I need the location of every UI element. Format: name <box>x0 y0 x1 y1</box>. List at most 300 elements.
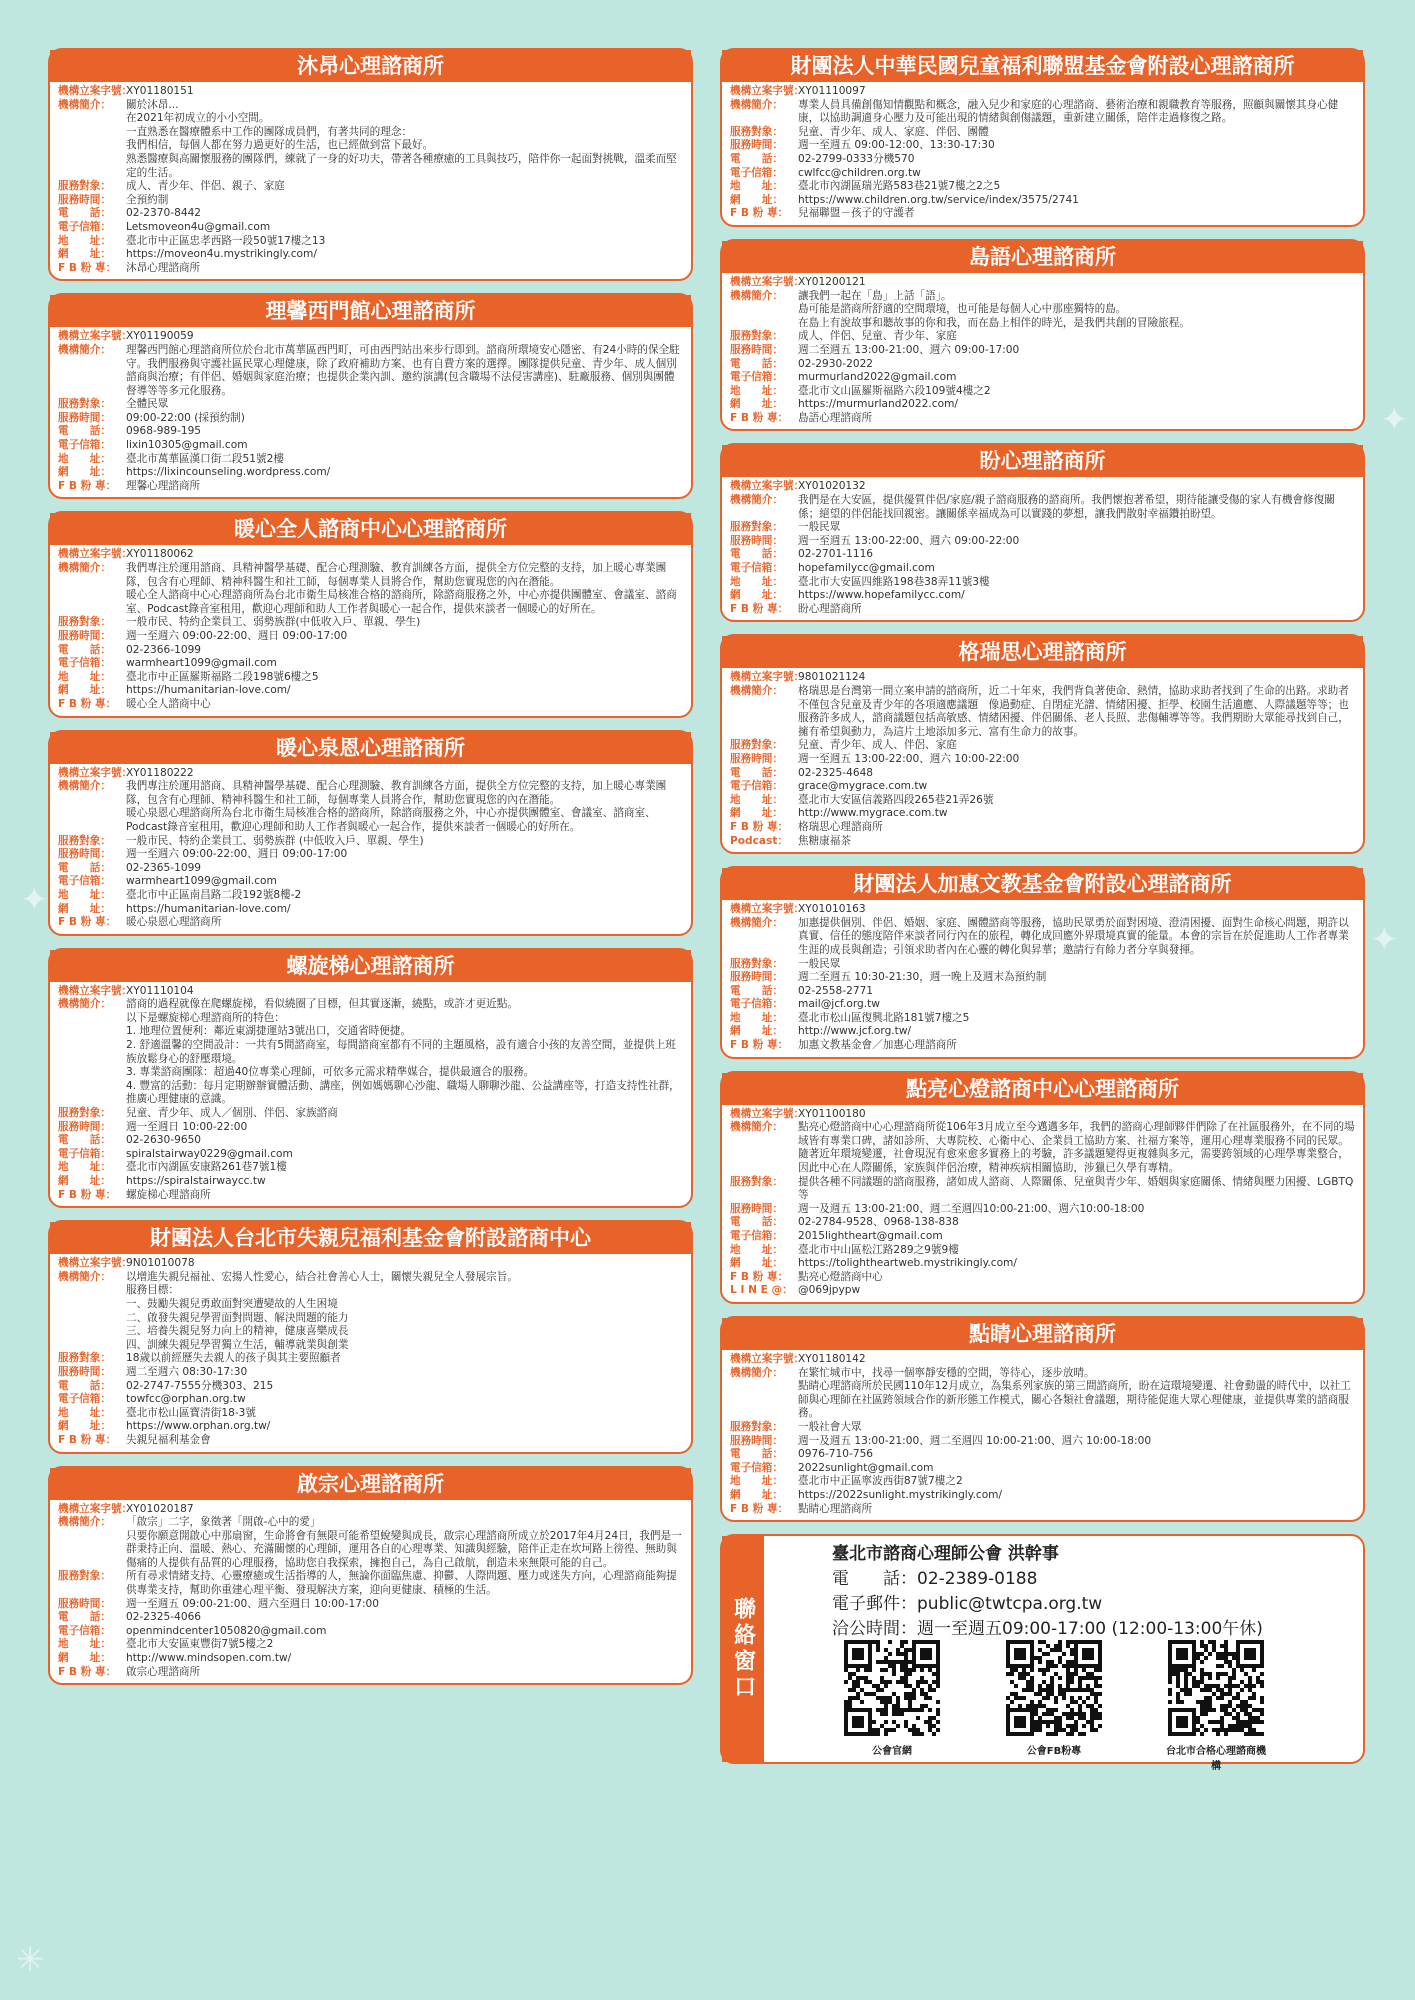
detail-row <box>58 1625 683 1639</box>
detail-value: 臺北市松山區寶清街18-3號 <box>126 1406 256 1419</box>
detail-link[interactable]: grace@mygrace.com.tw <box>798 780 928 793</box>
detail-label: L I N E @： <box>730 1284 793 1297</box>
detail-row <box>58 657 683 671</box>
detail-row <box>730 480 1355 494</box>
detail-value: 全預約制 <box>126 193 169 206</box>
detail-row <box>58 889 683 903</box>
detail-value: 加惠文教基金會／加惠心理諮商所 <box>798 1039 957 1052</box>
detail-row <box>730 276 1355 290</box>
detail-value: 兒童、青少年、成人、家庭、伴侶、團體 <box>798 125 989 138</box>
detail-label: 服務對象： <box>58 1107 111 1120</box>
detail-label: F B 粉 專： <box>58 697 117 710</box>
detail-link[interactable]: hopefamilycc@gmail.com <box>798 562 935 575</box>
detail-label: 機構立案字號： <box>58 984 133 997</box>
detail-link[interactable]: https://humanitarian-love.com/ <box>126 902 291 915</box>
detail-value: 以增進失親兒福祉、宏揚人性愛心，結合社會善心人士，關懷失親兒全人發展宗旨。 服務目標： 一、鼓勵失親兒勇敢面對突遭變故的人生困境 二、啟發失親兒學習面對問題、解決問題的能力 三、培養失親兒努力向上的精神，健康喜樂成長 四、訓練失親兒學習獨立生活，輔導就業與創業 <box>126 1270 518 1351</box>
detail-row <box>58 99 683 181</box>
detail-label: 電 話： <box>730 1216 783 1229</box>
clinic-card <box>720 634 1365 854</box>
detail-label: 電 話： <box>58 861 111 874</box>
contact-side-label: 聯絡窗口 <box>722 1536 764 1762</box>
detail-row <box>730 1230 1355 1244</box>
detail-value: 02-2701-1116 <box>798 548 874 561</box>
detail-label: 服務時間： <box>730 343 783 356</box>
detail-value: 臺北市大安區信義路四段265巷21弄26號 <box>798 793 994 806</box>
detail-label: F B 粉 專： <box>730 1039 789 1052</box>
detail-label: 地 址： <box>730 1011 783 1024</box>
detail-row <box>730 1503 1355 1517</box>
detail-row <box>730 1039 1355 1053</box>
detail-value: 臺北市中正區羅斯福路二段198號6樓之5 <box>126 670 319 683</box>
detail-label: 機構立案字號： <box>58 766 133 779</box>
detail-value: XY01180222 <box>126 766 194 779</box>
detail-value: 02-2558-2771 <box>798 984 874 997</box>
detail-label: 服務對象： <box>730 330 783 343</box>
detail-value: 成人、青少年、伴侶、親子、家庭 <box>126 180 285 193</box>
detail-value: 我們專注於運用諮商、具精神醫學基礎、配合心理測驗、教育訓練各方面，提供全方位完整的支持，加上暖心專業團隊，包含有心理師、精神科醫生和社工師，每個專業人員將合作，幫助您實現您的內在潛能。 暖心全人諮商中心心理諮商所為台北市衛生局核准合格的諮商所，除諮商服務之外，中心亦提供團體室、會議室、諮商室、Podcast錄音室租用，歡迎心理師和助人工作者與暖心一起合作，提供來談者一個暖心的好所在。 <box>126 562 677 615</box>
detail-value: 9N01010078 <box>126 1257 195 1270</box>
detail-label: 機構立案字號： <box>58 1257 133 1270</box>
clinic-details <box>722 900 1363 1057</box>
detail-value: 02-2325-4648 <box>798 766 874 779</box>
detail-row <box>58 1271 683 1353</box>
detail-label: 網 址： <box>58 466 111 479</box>
clinic-details <box>722 1350 1363 1520</box>
detail-label: F B 粉 專： <box>730 207 789 220</box>
detail-row <box>730 998 1355 1012</box>
detail-label: 電子信箱： <box>730 166 783 179</box>
detail-label: 機構簡介： <box>58 998 111 1011</box>
detail-row <box>58 453 683 467</box>
detail-value: 提供各種不同議題的諮商服務，諸如成人諮商、人際關係、兒童與青少年、婚姻與家庭關係、情緒與壓力困擾、LGBTQ等 <box>798 1175 1354 1202</box>
detail-label: 機構簡介： <box>730 1121 783 1134</box>
detail-link[interactable]: https://www.children.org.tw/service/index/3575/2741 <box>798 193 1079 206</box>
detail-row <box>730 358 1355 372</box>
clinic-details <box>50 82 691 279</box>
detail-label: 電子信箱： <box>730 1461 783 1474</box>
detail-label: 電 話： <box>58 1611 111 1624</box>
detail-value: 週一至週五 09:00-12:00、13:30-17:30 <box>798 139 995 152</box>
clinic-title: 格瑞思心理諮商所 <box>722 636 1363 668</box>
detail-label: 電 話： <box>58 207 111 220</box>
detail-label: 網 址： <box>58 248 111 261</box>
detail-row <box>730 562 1355 576</box>
detail-row <box>58 684 683 698</box>
detail-row <box>58 1134 683 1148</box>
detail-row <box>58 903 683 917</box>
clinic-details <box>50 1500 691 1684</box>
detail-link[interactable]: mail@jcf.org.tw <box>798 998 880 1011</box>
detail-row <box>730 985 1355 999</box>
detail-label: 服務時間： <box>58 411 111 424</box>
detail-label: F B 粉 專： <box>58 479 117 492</box>
detail-label: 地 址： <box>730 1243 783 1256</box>
qr-label: 公會FB粉專 <box>1026 1746 1082 1758</box>
star-decoration-icon: ✦ <box>20 880 49 920</box>
detail-value: 「啟宗」二字，象徵著「開啟-心中的愛」 只要你願意開啟心中那扇窗，生命將會有無限可能希望蛻變與成長，啟宗心理諮商所成立於2017年4月24日，我們是一群秉持正向、溫暖、熱心、充滿關懷的心理師，運用各自的心理專業、知識與經驗，陪伴正走在坎坷路上徬徨、無助與傷痛的人提供有品質的心理服務，協助您自我探索，擁抱自己，為自己啟航，創造未來無限可能的自己。 <box>126 1516 682 1569</box>
detail-label: 網 址： <box>730 807 783 820</box>
detail-row <box>730 739 1355 753</box>
clinic-details <box>722 477 1363 620</box>
detail-value: 關於沐昂... 在2021年初成立的小小空間。 一直熟悉在醫療體系中工作的團隊成員們，有著共同的理念： 我們相信，每個人都在努力過更好的生活，也已經做到當下最好。 熟悉醫療與高關懷服務的團隊們，練就了一身的好功夫，帶著各種療癒的工具與技巧，陪伴你一起面對挑戰，溫柔而堅定的生活。 <box>126 98 677 179</box>
detail-row <box>730 1489 1355 1503</box>
detail-row <box>58 221 683 235</box>
detail-label: 網 址： <box>730 589 783 602</box>
clinic-details <box>722 1105 1363 1302</box>
detail-value: 理馨心理諮商所 <box>126 479 201 492</box>
detail-value: 週二至週五 10:30-21:30，週一晚上及週末為預約制 <box>798 971 1047 984</box>
detail-row <box>58 180 683 194</box>
clinic-details <box>50 545 691 715</box>
detail-label: 服務時間： <box>730 1202 783 1215</box>
detail-label: 機構立案字號： <box>58 1502 133 1515</box>
star-decoration-icon: ✳ <box>16 1940 45 1980</box>
clinic-card <box>720 1071 1365 1304</box>
detail-label: 機構簡介： <box>730 289 783 302</box>
qr-official-site[interactable] <box>842 1640 942 1772</box>
detail-value: 週二至週六 08:30-17:30 <box>126 1365 248 1378</box>
detail-label: 網 址： <box>730 1257 783 1270</box>
detail-link[interactable]: https://2022sunlight.mystrikingly.com/ <box>798 1488 1003 1501</box>
detail-row <box>730 685 1355 739</box>
detail-label: F B 粉 專： <box>58 1433 117 1446</box>
detail-label: 機構簡介： <box>58 1270 111 1283</box>
detail-row <box>730 180 1355 194</box>
detail-label: 地 址： <box>58 234 111 247</box>
detail-link[interactable]: https://www.hopefamilycc.com/ <box>798 589 965 602</box>
detail-value: XY01110097 <box>798 85 866 97</box>
detail-row <box>58 848 683 862</box>
detail-row <box>58 875 683 889</box>
detail-value: XY01180062 <box>126 548 194 561</box>
clinic-card <box>48 730 693 936</box>
detail-label: 電子信箱： <box>730 371 783 384</box>
detail-label: 服務對象： <box>58 1352 111 1365</box>
detail-row <box>730 780 1355 794</box>
detail-label: 電 話： <box>730 548 783 561</box>
detail-link[interactable]: Letsmoveon4u@gmail.com <box>126 220 271 233</box>
detail-value: 18歲以前經歷失去親人的孩子與其主要照顧者 <box>126 1352 341 1365</box>
detail-value: 全體民眾 <box>126 398 169 411</box>
detail-label: 電 話： <box>730 766 783 779</box>
detail-label: 電子信箱： <box>730 562 783 575</box>
detail-value: 週一至週五 13:00-22:00、週六 10:00-22:00 <box>798 752 1020 765</box>
detail-row <box>58 1148 683 1162</box>
detail-link[interactable]: https://lixincounseling.wordpress.com/ <box>126 466 331 479</box>
detail-value: 02-2930-2022 <box>798 357 874 370</box>
qr-code-row <box>842 1640 1266 1772</box>
detail-label: 地 址： <box>58 1161 111 1174</box>
detail-value: 臺北市松山區復興北路181號7樓之5 <box>798 1011 970 1024</box>
detail-row <box>730 767 1355 781</box>
detail-value: 我們專注於運用諮商、具精神醫學基礎、配合心理測驗、教育訓練各方面，提供全方位完整的支持，加上暖心專業團隊，包含有心理師、精神科醫生和社工師，每個專業人員將合作，幫助您實現您的內在潛能。 暖心泉恩心理諮商所為台北市衛生局核准合格的諮商所，除諮商服務之外，中心亦提供團體室、會議室、諮商室、Podcast錄音室租用，歡迎心理師和助人工作者與暖心一起合作，提供來談者一個暖心的好所在。 <box>126 780 667 833</box>
detail-value: 02-2365-1099 <box>126 861 202 874</box>
detail-label: 機構立案字號： <box>730 85 805 97</box>
qr-fb-page[interactable] <box>1004 1640 1104 1772</box>
detail-value: 02-2366-1099 <box>126 643 202 656</box>
detail-label: 服務對象： <box>730 957 783 970</box>
detail-row <box>730 1271 1355 1285</box>
detail-row <box>58 344 683 398</box>
detail-label: 地 址： <box>58 1406 111 1419</box>
detail-label: 電 話： <box>58 1134 111 1147</box>
detail-label: 電子信箱： <box>58 1624 111 1637</box>
detail-row <box>730 194 1355 208</box>
detail-label: 網 址： <box>730 398 783 411</box>
detail-value: 啟宗心理諮商所 <box>126 1665 201 1678</box>
detail-label: 地 址： <box>58 888 111 901</box>
detail-row <box>58 1434 683 1448</box>
detail-row <box>730 903 1355 917</box>
detail-link[interactable]: https://murmurland2022.com/ <box>798 398 958 411</box>
contact-phone: 電 話：02-2389-0188 <box>832 1569 1038 1590</box>
detail-link[interactable]: https://tolightheartweb.mystrikingly.com/ <box>798 1257 1017 1270</box>
detail-row <box>58 1638 683 1652</box>
detail-label: 電 話： <box>730 357 783 370</box>
detail-row <box>58 1666 683 1680</box>
detail-label: 機構簡介： <box>730 685 783 697</box>
detail-row <box>58 1175 683 1189</box>
detail-row <box>58 767 683 781</box>
contact-org: 臺北市諮商心理師公會 洪幹事 <box>832 1544 1059 1565</box>
detail-value: 一般社會大眾 <box>798 1420 862 1433</box>
detail-value: @069jpypw <box>798 1284 861 1297</box>
detail-row <box>58 1420 683 1434</box>
detail-row <box>58 1503 683 1517</box>
detail-value: XY01180142 <box>798 1352 866 1365</box>
detail-value: 成人、伴侶、兒童、青少年、家庭 <box>798 330 957 343</box>
detail-label: 服務時間： <box>730 1434 783 1447</box>
detail-label: 地 址： <box>730 1475 783 1488</box>
detail-row <box>730 917 1355 958</box>
detail-label: F B 粉 專： <box>730 411 789 424</box>
clinic-title: 點亮心燈諮商中心心理諮商所 <box>722 1073 1363 1105</box>
detail-link[interactable]: https://spiralstairwaycc.tw <box>126 1175 266 1187</box>
detail-label: 地 址： <box>730 793 783 806</box>
detail-row <box>58 207 683 221</box>
detail-value: 兒福聯盟－孩子的守護者 <box>798 207 915 220</box>
clinic-details <box>50 1254 691 1451</box>
detail-row <box>730 1257 1355 1271</box>
detail-link[interactable]: https://www.orphan.org.tw/ <box>126 1420 271 1433</box>
detail-link[interactable]: http://www.mygrace.com.tw <box>798 807 948 820</box>
detail-row <box>730 1435 1355 1449</box>
detail-label: 服務時間： <box>730 534 783 547</box>
detail-value: 盼心理諮商所 <box>798 602 862 615</box>
detail-row <box>730 753 1355 767</box>
clinic-details <box>722 82 1363 225</box>
detail-value: 一般市民、特約企業員工、弱勢族群(中低收入戶、單親、學生) <box>126 616 421 629</box>
detail-row <box>730 207 1355 221</box>
detail-value: 點亮心燈諮商中心 <box>798 1270 883 1283</box>
detail-label: 電子信箱： <box>730 1230 783 1242</box>
clinic-details <box>722 668 1363 852</box>
detail-row <box>730 1448 1355 1462</box>
clinic-details <box>50 764 691 934</box>
detail-label: 機構立案字號： <box>730 903 805 916</box>
detail-label: 機構簡介： <box>730 1366 783 1379</box>
detail-label: 網 址： <box>730 193 783 206</box>
qr-label: 公會官網 <box>872 1746 912 1758</box>
detail-row <box>58 644 683 658</box>
clinic-title: 島語心理諮商所 <box>722 241 1363 273</box>
detail-label: 網 址： <box>58 684 111 697</box>
detail-value: 點睛心理諮商所 <box>798 1502 873 1515</box>
detail-label: 機構簡介： <box>58 1516 111 1529</box>
detail-value: 臺北市內湖區安康路261巷7號1樓 <box>126 1161 287 1174</box>
detail-row <box>730 1367 1355 1421</box>
detail-row <box>58 1380 683 1394</box>
detail-value: 臺北市萬華區漢口街二段51號2樓 <box>126 452 284 465</box>
detail-label: 電 話： <box>730 152 783 165</box>
detail-row <box>730 971 1355 985</box>
detail-label: 地 址： <box>730 180 783 193</box>
detail-row <box>58 248 683 262</box>
detail-row <box>58 439 683 453</box>
detail-row <box>730 85 1355 99</box>
detail-link[interactable]: towfcc@orphan.org.tw <box>126 1393 246 1406</box>
detail-label: 機構簡介： <box>58 780 111 793</box>
detail-value: 暖心全人諮商中心 <box>126 697 211 710</box>
detail-label: 機構立案字號： <box>730 1107 805 1120</box>
detail-value: 一般民眾 <box>798 957 841 970</box>
detail-value: 02-2630-9650 <box>126 1134 202 1147</box>
detail-value: 臺北市大安區四維路198巷38弄11號3樓 <box>798 575 990 588</box>
detail-label: 服務對象： <box>58 180 111 193</box>
right-column <box>720 48 1365 1773</box>
detail-value: 02-2784-9528、0968-138-838 <box>798 1216 959 1229</box>
detail-row <box>58 548 683 562</box>
contact-hours: 洽公時間：週一至週五09:00-17:00 (12:00-13:00午休) <box>832 1619 1263 1640</box>
detail-link[interactable]: 2022sunlight@gmail.com <box>798 1461 934 1474</box>
detail-row <box>730 412 1355 426</box>
qr-code-icon <box>1006 1640 1102 1736</box>
qr-qualified-institutions[interactable] <box>1166 1640 1266 1772</box>
detail-value: 專業人員具備創傷知情觀點和概念，融入兒少和家庭的心理諮商、藝術治療和親職教育等服務，照顧與關懷其身心健康，以協助調適身心壓力及可能出現的情緒與創傷議題，重新建立關係，陪伴走過修復之路。 <box>798 98 1339 125</box>
detail-label: F B 粉 專： <box>730 820 789 833</box>
detail-label: 網 址： <box>58 1652 111 1665</box>
detail-label: 網 址： <box>58 902 111 915</box>
detail-row <box>58 1121 683 1135</box>
detail-row <box>58 1516 683 1570</box>
detail-row <box>58 985 683 999</box>
detail-link[interactable]: warmheart1099@gmail.com <box>126 657 277 670</box>
detail-value: 週一至週五 09:00-21:00、週六至週日 10:00-17:00 <box>126 1597 380 1610</box>
detail-row <box>730 344 1355 358</box>
detail-value: 臺北市中正區南昌路二段192號8樓-2 <box>126 888 302 901</box>
detail-value: XY01110104 <box>126 984 194 997</box>
detail-value: 諮商的過程就像在爬螺旋梯，看似繞圈了目標，但其實逐漸，繞點，或許才更近點。 以下是螺旋梯心理諮商所的特色： 1. 地理位置便利：鄰近東湖捷運站3號出口，交通省時便捷。 2. 舒適溫馨的空間設計：一共有5間諮商室，每間諮商室都有不同的主題風格，設有適合小孩的友善空間，並提供上班族放鬆身心的舒壓環境。 3. 專業諮商團隊：超過40位專業心理師，可依多元需求精準媒合，提供最適合的服務。 4. 豐富的活動：每月定期辦辦實體活動、講座，例如媽媽聊心沙龍、職場人聊聊沙龍、公益講座等，打造支持性社群，推廣心理健康的意識。 <box>126 998 680 1106</box>
detail-link[interactable]: openmindcenter1050820@gmail.com <box>126 1624 327 1637</box>
detail-row <box>730 794 1355 808</box>
detail-label: 電子信箱： <box>58 875 111 888</box>
detail-row <box>58 398 683 412</box>
detail-row <box>58 1352 683 1366</box>
detail-label: 機構立案字號： <box>58 85 133 97</box>
clinic-title: 財團法人中華民國兒童福利聯盟基金會附設心理諮商所 <box>722 50 1363 82</box>
detail-row <box>58 616 683 630</box>
detail-label: 網 址： <box>730 1025 783 1038</box>
contact-panel <box>720 1534 1365 1773</box>
star-decoration-icon: ✦ <box>1380 400 1409 440</box>
detail-value: XY01020187 <box>126 1502 194 1515</box>
detail-link[interactable]: lixin10305@gmail.com <box>126 439 248 452</box>
detail-value: 螺旋梯心理諮商所 <box>126 1188 211 1201</box>
detail-value: 點亮心燈諮商中心心理諮商所從106年3月成立至今邁邁多年，我們的諮商心理師夥伴們除了在社區服務外，在不同的場域皆有專業口碑，諸如診所、大專院校、心衛中心、企業員工協助方案、社福方案等，運用心理專業服務不同的民眾。隨著近年環境變遷，社會現況有愈來愈多實務上的考驗，許多議題變得更複雜與多元，需要跨領域的心理學專業整合，因此中心在人際關係，家族與伴侶治療，精神疾病相關協助，涉獵已久學有專精。 <box>798 1121 1355 1175</box>
detail-link[interactable]: cwlfcc@children.org.tw <box>798 166 921 179</box>
detail-row <box>730 167 1355 181</box>
detail-value: 02-2747-7555分機303、215 <box>126 1379 274 1392</box>
detail-value: 週一及週五 13:00-21:00、週二至週四10:00-21:00、週六10:00-18:00 <box>798 1202 1145 1215</box>
detail-row <box>58 630 683 644</box>
detail-link[interactable]: 2015lightheart@gmail.com <box>798 1230 943 1242</box>
detail-row <box>58 916 683 930</box>
clinic-details <box>50 327 691 497</box>
detail-label: 機構簡介： <box>730 494 783 507</box>
detail-row <box>58 562 683 616</box>
detail-row <box>730 521 1355 535</box>
detail-label: 服務對象： <box>58 398 111 411</box>
detail-label: 地 址： <box>58 670 111 683</box>
detail-label: 服務時間： <box>58 1365 111 1378</box>
detail-link[interactable]: http://www.mindsopen.com.tw/ <box>126 1652 292 1665</box>
detail-value: 週一至週五 13:00-22:00、週六 09:00-22:00 <box>798 534 1020 547</box>
detail-row <box>730 603 1355 617</box>
clinic-title: 啟宗心理諮商所 <box>50 1468 691 1500</box>
detail-label: 機構立案字號： <box>730 1352 805 1365</box>
detail-label: 服務時間： <box>58 1120 111 1133</box>
detail-label: 地 址： <box>730 384 783 397</box>
detail-label: 機構立案字號： <box>730 275 805 288</box>
detail-row <box>730 807 1355 821</box>
detail-row <box>58 235 683 249</box>
detail-link[interactable]: https://moveon4u.mystrikingly.com/ <box>126 248 317 261</box>
detail-link[interactable]: spiralstairway0229@gmail.com <box>126 1147 293 1160</box>
detail-value: 一般民眾 <box>798 521 841 534</box>
detail-row <box>730 821 1355 835</box>
detail-row <box>58 85 683 99</box>
detail-link[interactable]: warmheart1099@gmail.com <box>126 875 277 888</box>
detail-row <box>730 494 1355 521</box>
detail-row <box>58 1189 683 1203</box>
detail-link[interactable]: http://www.jcf.org.tw/ <box>798 1025 912 1038</box>
detail-label: 機構簡介： <box>58 98 111 111</box>
detail-row <box>730 1216 1355 1230</box>
detail-row <box>730 398 1355 412</box>
detail-value: 臺北市中山區松江路289之9號9樓 <box>798 1243 959 1256</box>
detail-value: 臺北市內湖區瑞光路583巷21號7樓之2之5 <box>798 180 1001 193</box>
detail-label: 網 址： <box>58 1175 111 1187</box>
detail-row <box>58 780 683 834</box>
detail-row <box>58 466 683 480</box>
detail-link[interactable]: https://humanitarian-love.com/ <box>126 684 291 697</box>
detail-value: 暖心泉恩心理諮商所 <box>126 916 222 929</box>
detail-row <box>58 835 683 849</box>
detail-link[interactable]: murmurland2022@gmail.com <box>798 371 957 384</box>
detail-row <box>730 671 1355 685</box>
clinic-title: 點睛心理諮商所 <box>722 1318 1363 1350</box>
detail-value: 一般市民、特約企業員工、弱勢族群 (中低收入戶、單親、學生) <box>126 834 424 847</box>
detail-value: 臺北市文山區羅斯福路六段109號4樓之2 <box>798 384 991 397</box>
detail-row <box>58 1570 683 1597</box>
detail-label: 電子信箱： <box>58 1393 111 1406</box>
detail-row <box>58 412 683 426</box>
detail-label: Podcast： <box>730 834 789 847</box>
detail-row <box>730 1012 1355 1026</box>
detail-label: 服務時間： <box>730 971 783 984</box>
detail-row <box>730 535 1355 549</box>
detail-row <box>58 1257 683 1271</box>
